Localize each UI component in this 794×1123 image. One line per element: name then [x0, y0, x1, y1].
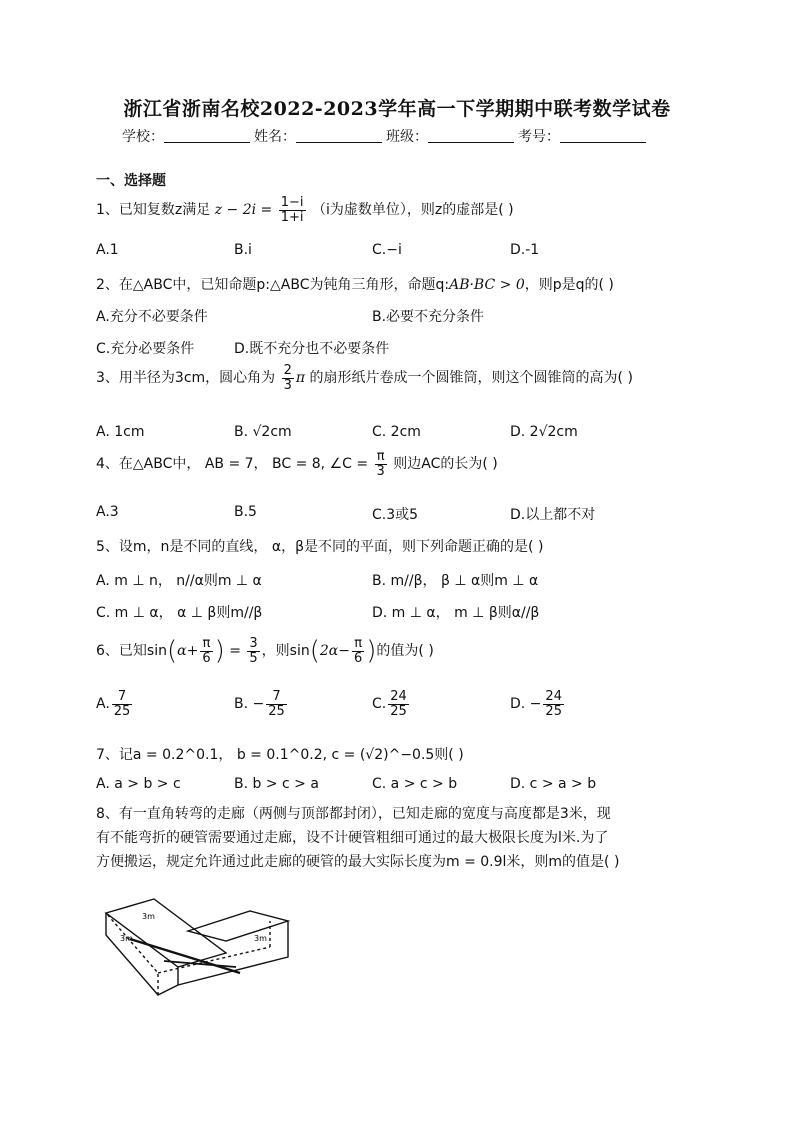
question-8 — [96, 802, 696, 874]
q6-mid: ，则sin — [261, 643, 310, 659]
question-7: 7、记a = 0.2^0.1， b = 0.1^0.2, c = (√2)^−0.5则( ) — [96, 747, 464, 763]
q4-option-a[interactable]: A.3 — [96, 504, 119, 520]
q4-option-d[interactable]: D.以上都不对 — [510, 507, 596, 523]
q6-b-label: B. − — [234, 696, 265, 713]
question-3 — [96, 364, 633, 392]
label-3m-top: 3m — [142, 912, 155, 921]
page-title: 浙江省浙南名校2022-2023学年高一下学期期中联考数学试卷 — [123, 98, 671, 120]
q6-frac1 — [200, 637, 212, 665]
question-5: 5、设m，n是不同的直线， α，β是不同的平面，则下列命题正确的是( ) — [96, 539, 544, 555]
q3-frac-num: 2 — [283, 363, 292, 378]
label-3m-left: 3m — [120, 934, 133, 943]
school-blank[interactable] — [164, 128, 250, 143]
q5-option-a[interactable]: A. m ⊥ n， n//α则m ⊥ α — [96, 573, 262, 589]
q6-arg2: 2α− — [319, 643, 350, 659]
q6-value-den: 5 — [249, 650, 258, 666]
q3-post: 的扇形纸片卷成一个圆锥筒，则这个圆锥筒的高为( ) — [309, 370, 633, 387]
question-1 — [96, 196, 514, 224]
q7-option-b[interactable]: B. b > c > a — [234, 776, 319, 792]
q6-a-den: 25 — [113, 703, 131, 719]
q6-eq: = — [224, 643, 246, 659]
q4-option-c[interactable]: C.3或5 — [372, 507, 419, 523]
q6-value-frac — [247, 637, 259, 665]
q3-option-b[interactable]: B. √2cm — [234, 424, 292, 440]
q5-option-c[interactable]: C. m ⊥ α， α ⊥ β则m//β — [96, 605, 263, 621]
q6-c-label: C. — [372, 696, 387, 713]
q8-line-3: 方便搬运，规定允许通过此走廊的硬管的最大实际长度为m = 0.9l米，则m的值是( ) — [96, 854, 620, 870]
q3-fraction — [282, 364, 294, 392]
student-info-line — [122, 126, 650, 146]
question-4 — [96, 450, 498, 478]
q1-frac-num: 1−i — [280, 195, 304, 210]
q6-d-den: 25 — [545, 703, 562, 719]
q2-post: ，则p是q的( ) — [524, 277, 614, 293]
q3-pre: 3、用半径为3cm，圆心角为 — [96, 370, 276, 387]
q2-option-b[interactable]: B.必要不充分条件 — [372, 309, 485, 325]
q1-option-a[interactable]: A.1 — [96, 242, 119, 258]
q6-c-num: 24 — [390, 689, 407, 704]
q6-c-frac — [388, 690, 409, 718]
id-blank[interactable] — [560, 128, 646, 143]
q4-post: 则边AC的长为( ) — [393, 456, 498, 473]
q6-paren-close-2: ) — [366, 636, 377, 666]
q6-post: 的值为( ) — [376, 643, 434, 659]
school-label: 学校： — [122, 129, 164, 145]
q6-a-num: 7 — [112, 690, 133, 705]
q6-frac1-num: π — [200, 637, 212, 652]
q4-fraction — [375, 450, 387, 478]
q1-option-b[interactable]: B.i — [234, 242, 252, 258]
q8-line-1: 8、有一直角转弯的走廊（两侧与顶部都封闭），已知走廊的宽度与高度都是3米，现 — [96, 806, 611, 822]
q6-d-frac — [543, 690, 564, 718]
q6-paren-open-1: ( — [166, 636, 178, 666]
q6-c-den: 25 — [390, 703, 407, 719]
q6-paren-open-2: ( — [309, 636, 320, 666]
q6-value-num: 3 — [249, 635, 258, 651]
q7-option-a[interactable]: A. a > b > c — [96, 776, 181, 792]
q2-text: 2、在△ABC中，已知命题p:△ABC为钝角三角形，命题q: — [96, 277, 450, 293]
q5-option-d[interactable]: D. m ⊥ α， m ⊥ β则α//β — [372, 605, 540, 621]
q6-frac1-den: 6 — [202, 650, 211, 666]
q2-option-c[interactable]: C.充分必要条件 — [96, 341, 195, 357]
q3-option-d[interactable]: D. 2√2cm — [510, 424, 578, 440]
q1-frac-den: 1+i — [280, 209, 304, 225]
q8-line-2: 有不能弯折的硬管需要通过走廊，设不计硬管粗细可通过的最大极限长度为l米.为了 — [96, 830, 609, 846]
name-blank[interactable] — [296, 128, 382, 143]
q6-pre: 6、已知sin — [96, 643, 167, 659]
q1-fraction — [279, 196, 306, 224]
corridor-figure — [100, 895, 300, 1005]
q4-pre: 4、在△ABC中， AB = 7， BC = 8, ∠C = — [96, 456, 373, 473]
q2-option-a[interactable]: A.充分不必要条件 — [96, 309, 208, 325]
q6-frac2-num: π — [352, 637, 364, 652]
q6-frac2-den: 6 — [353, 650, 363, 666]
q4-frac-num: π — [375, 450, 387, 465]
q3-pi: π — [295, 370, 306, 387]
q6-b-frac — [266, 690, 287, 718]
q3-frac-den: 3 — [283, 377, 292, 393]
q6-a-frac — [112, 690, 133, 718]
name-label: 姓名： — [254, 129, 296, 145]
q6-b-num: 7 — [266, 690, 287, 705]
q3-option-a[interactable]: A. 1cm — [96, 424, 145, 440]
q2-option-d[interactable]: D.既不充分也不必要条件 — [234, 341, 390, 357]
label-3m-right: 3m — [254, 934, 267, 943]
q7-option-c[interactable]: C. a > c > b — [372, 776, 458, 792]
q3-option-c[interactable]: C. 2cm — [372, 424, 421, 440]
q6-b-den: 25 — [268, 703, 285, 719]
section-title: 一、选择题 — [96, 173, 166, 189]
q6-option-a[interactable] — [96, 690, 134, 718]
q6-option-c[interactable] — [372, 690, 411, 718]
pipe-line-1 — [130, 939, 240, 973]
q4-option-b[interactable]: B.5 — [234, 504, 257, 520]
q1-option-d[interactable]: D.-1 — [510, 242, 540, 258]
q5-option-b[interactable]: B. m//β， β ⊥ α则m ⊥ α — [372, 573, 539, 589]
q6-d-label: D. − — [510, 696, 542, 713]
q6-paren-close-1: ) — [214, 636, 225, 666]
q1-option-c[interactable]: C.−i — [372, 242, 402, 258]
question-6 — [96, 636, 434, 666]
q2-vector-expr: AB·BC > 0 — [449, 277, 525, 293]
q7-option-d[interactable]: D. c > a > b — [510, 776, 597, 792]
q6-frac2 — [352, 637, 364, 665]
q6-a-label: A. — [96, 696, 110, 713]
q6-arg1: α+ — [177, 643, 199, 659]
q6-option-d[interactable] — [510, 690, 566, 718]
class-label: 班级： — [386, 129, 428, 145]
id-label: 考号： — [518, 129, 560, 145]
q6-d-num: 24 — [545, 689, 562, 704]
q1-pre: 1、已知复数z满足 — [96, 202, 211, 219]
q4-frac-den: 3 — [376, 463, 385, 479]
q1-eq: z − 2i = — [214, 202, 277, 219]
q1-post: （i为虚数单位），则z的虚部是( ) — [311, 202, 514, 219]
q6-option-b[interactable] — [234, 690, 289, 718]
question-2 — [96, 274, 614, 294]
class-blank[interactable] — [428, 128, 514, 143]
